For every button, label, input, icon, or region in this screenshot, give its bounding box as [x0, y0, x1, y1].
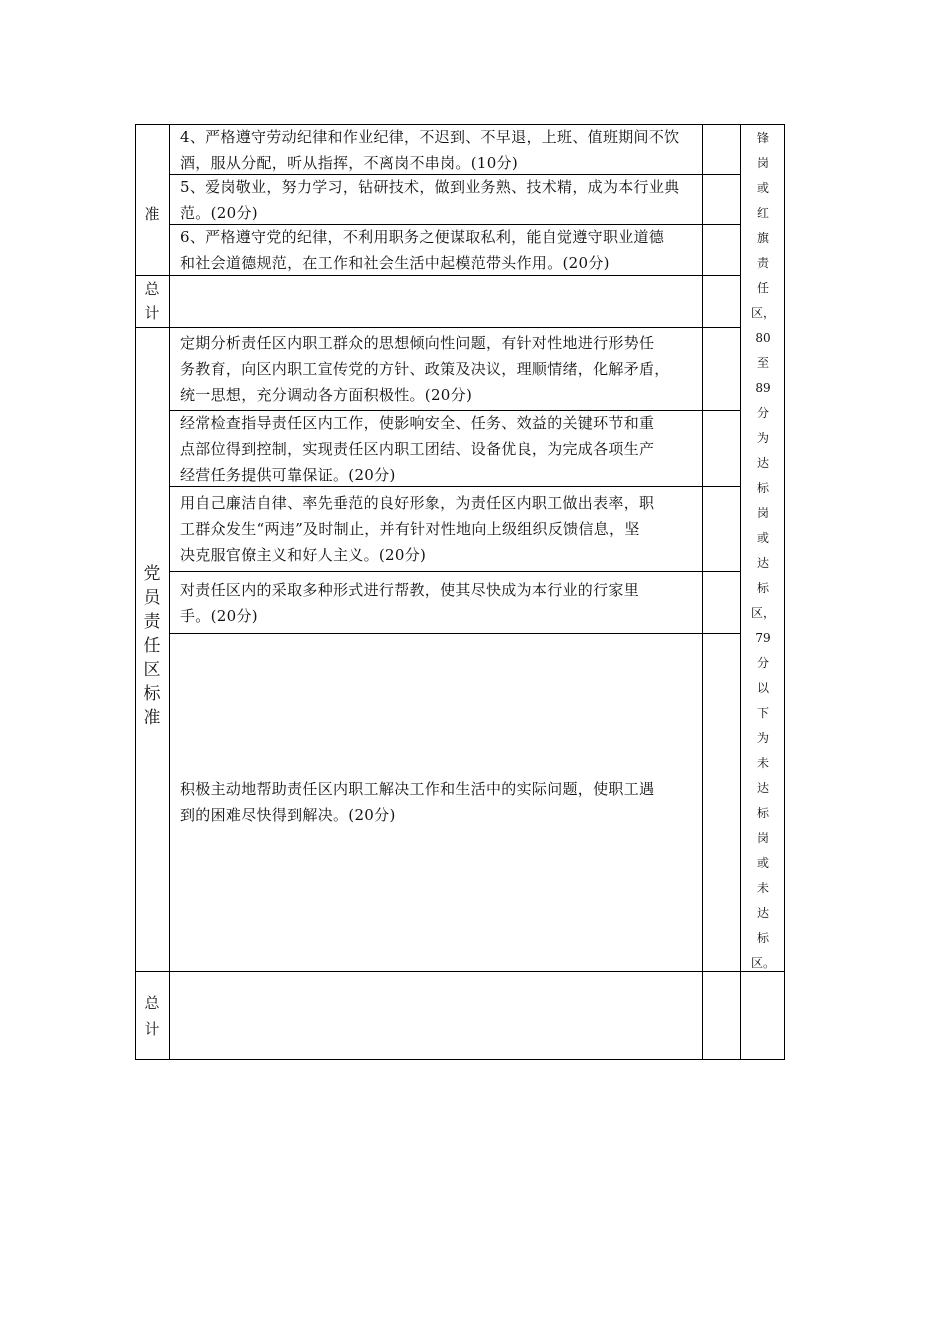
note-char: 岗	[756, 506, 769, 520]
label-char: 准	[143, 708, 161, 728]
note-char: 80	[755, 331, 771, 345]
text-line: 6、严格遵守党的纪律，不利用职务之便谋取私利，能自觉遵守职业道德	[180, 228, 665, 246]
note-char: 标	[756, 931, 769, 945]
note-char: 89	[755, 381, 771, 395]
criteria-item	[180, 577, 639, 629]
note-char: 标	[756, 481, 769, 495]
note-char: 分	[756, 406, 769, 420]
note-char: 为	[756, 431, 769, 445]
label-char: 计	[144, 1020, 160, 1038]
note-char: 达	[756, 456, 769, 470]
text-line: 统一思想，充分调动各方面积极性。(20分)	[180, 386, 473, 404]
section-label-standard	[135, 203, 169, 224]
note-char: 分	[756, 656, 769, 670]
note-char: 区。	[750, 956, 775, 970]
note-char: 为	[756, 731, 769, 745]
note-char: 旗	[756, 231, 769, 245]
note-char: 任	[756, 281, 769, 295]
note-char: 未	[756, 881, 769, 895]
note-char: 79	[755, 631, 771, 645]
note-char: 锋	[756, 131, 769, 145]
text-line: 工群众发生“两违”及时制止，并有针对性地向上级组织反馈信息，坚	[180, 520, 640, 538]
criteria-item	[180, 330, 670, 408]
text-line: 定期分析责任区内职工群众的思想倾向性问题，有针对性地进行形势任	[180, 334, 655, 352]
text-line: 酒，服从分配，听从指挥，不离岗不串岗。(10分)	[180, 154, 518, 172]
note-char: 或	[756, 856, 769, 870]
criteria-item	[180, 410, 654, 488]
note-char: 区，	[750, 306, 775, 320]
label-char: 任	[143, 636, 161, 656]
note-char: 岗	[756, 831, 769, 845]
note-char: 达	[756, 906, 769, 920]
note-char: 责	[756, 256, 769, 270]
label-char: 党	[143, 564, 161, 584]
text-line: 5、爱岗敬业，努力学习，钻研技术，做到业务熟、技术精，成为本行业典	[180, 178, 680, 196]
text-line: 手。(20分)	[180, 607, 258, 625]
note-char: 以	[756, 681, 769, 695]
text-line: 用自己廉洁自律、率先垂范的良好形象，为责任区内职工做出表率，职	[180, 494, 655, 512]
criteria-item	[180, 224, 664, 276]
table-bottom-border	[135, 1059, 785, 1060]
text-line: 点部位得到控制，实现责任区内职工团结、设备优良，为完成各项生产	[180, 440, 655, 458]
text-line: 和社会道德规范，在工作和社会生活中起模范带头作用。(20分)	[180, 254, 610, 272]
text-line: 务教育，向区内职工宣传党的方针、政策及决议，理顺情绪，化解矛盾，	[180, 360, 670, 378]
note-char: 至	[756, 356, 769, 370]
section-label-total	[135, 277, 169, 325]
text-line: 决克服官僚主义和好人主义。(20分)	[180, 546, 427, 564]
label-char: 总	[144, 994, 160, 1012]
note-char: 红	[756, 206, 769, 220]
row-separator	[135, 327, 741, 328]
column-separator	[702, 124, 703, 1060]
note-char: 标	[756, 581, 769, 595]
row-separator	[135, 971, 785, 972]
section-label-total	[135, 990, 169, 1042]
text-line: 范。(20分)	[180, 204, 258, 222]
column-separator	[169, 124, 170, 1060]
label-char: 总	[144, 280, 160, 298]
text-line: 经营任务提供可靠保证。(20分)	[180, 466, 396, 484]
label-char: 员	[143, 588, 161, 608]
note-char: 未	[756, 756, 769, 770]
criteria-item	[180, 490, 654, 568]
text-line: 经常检查指导责任区内工作，使影响安全、任务、效益的关键环节和重	[180, 414, 655, 432]
criteria-item	[180, 174, 679, 226]
note-char: 标	[756, 806, 769, 820]
note-char: 岗	[756, 156, 769, 170]
label-char: 责	[143, 612, 161, 632]
text-line: 积极主动地帮助责任区内职工解决工作和生活中的实际问题，使职工遇	[180, 780, 655, 798]
table-right-border	[784, 124, 785, 1060]
note-char: 或	[756, 531, 769, 545]
column-separator	[740, 124, 741, 1060]
criteria-item	[180, 124, 679, 176]
label-char: 计	[144, 304, 160, 322]
label-char: 区	[143, 660, 161, 680]
text-line: 对责任区内的采取多种形式进行帮教，使其尽快成为本行业的行家里	[180, 581, 640, 599]
note-char: 达	[756, 781, 769, 795]
note-char: 或	[756, 181, 769, 195]
section-label-party-zone	[135, 562, 169, 730]
criteria-item	[180, 776, 654, 828]
note-char: 达	[756, 556, 769, 570]
row-separator	[169, 571, 741, 572]
text-line: 4、严格遵守劳动纪律和作业纪律，不迟到、不早退，上班、值班期间不饮	[180, 128, 680, 146]
row-separator	[169, 633, 741, 634]
label-char: 标	[143, 684, 161, 704]
note-char: 下	[756, 706, 769, 720]
label-char: 准	[144, 205, 160, 223]
text-line: 到的困难尽快得到解决。(20分)	[180, 806, 396, 824]
note-char: 区，	[750, 606, 775, 620]
